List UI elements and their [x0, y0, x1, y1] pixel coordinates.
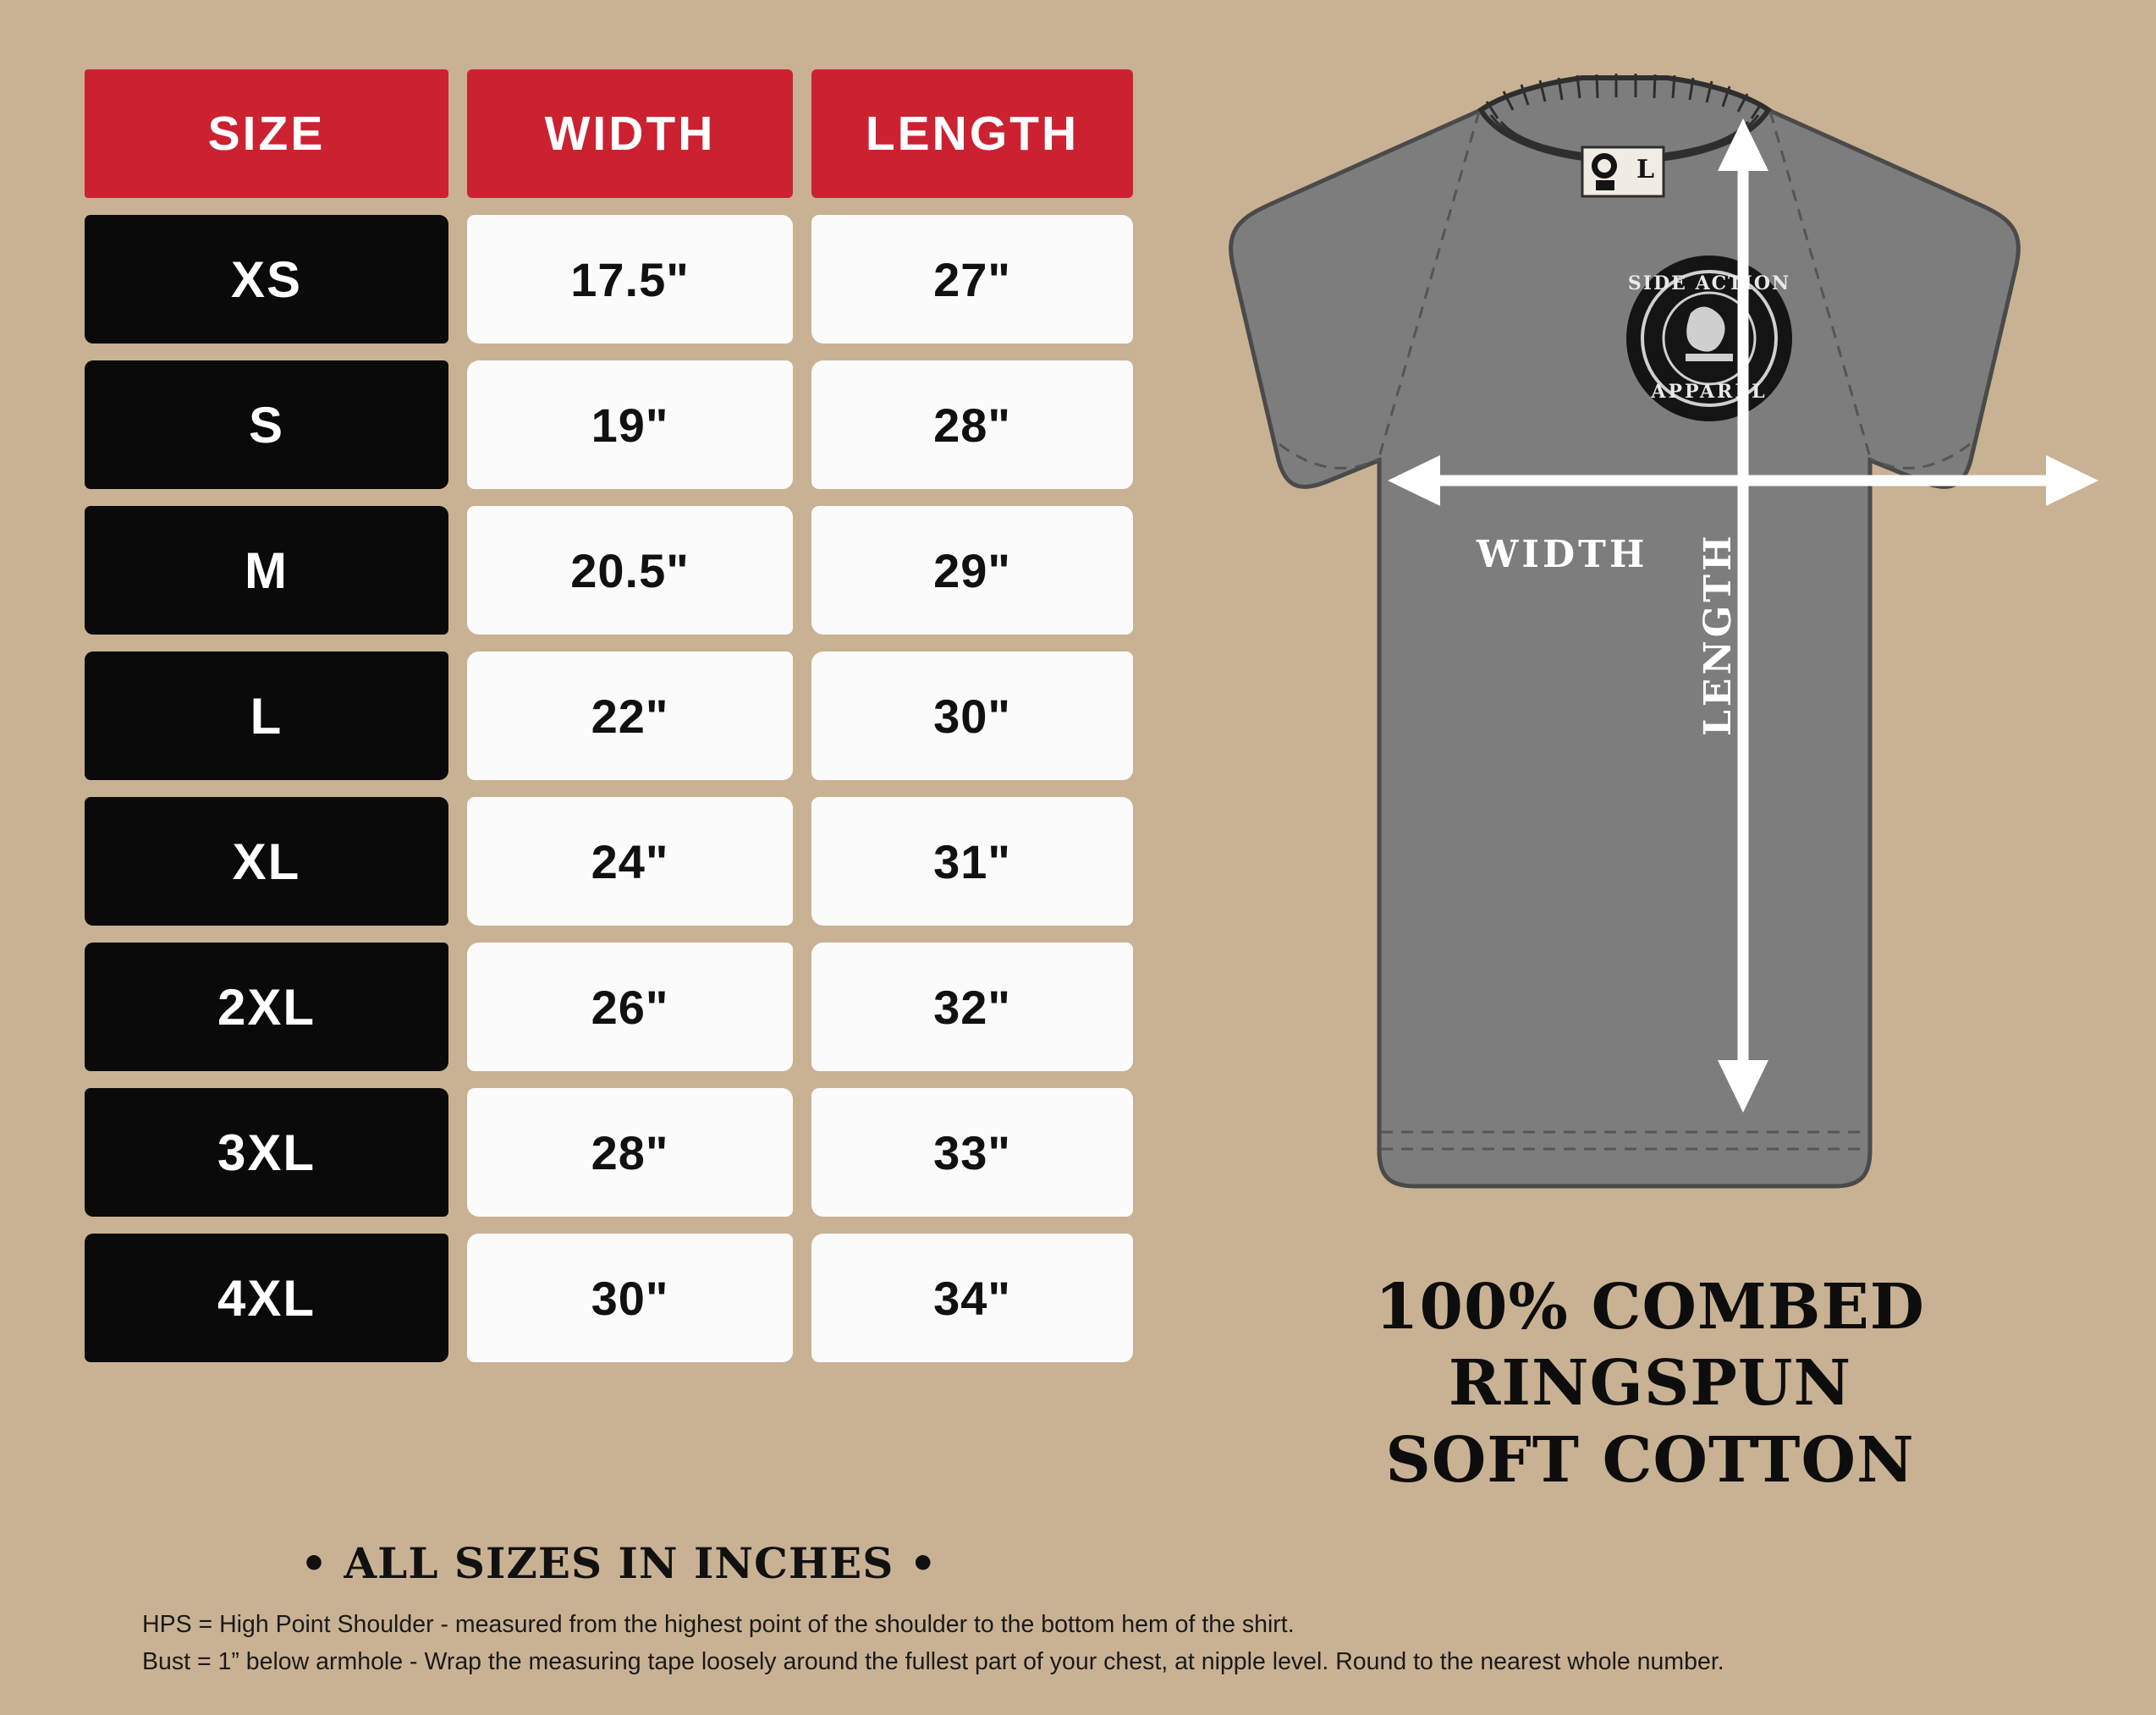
- cell-size: XL: [85, 797, 448, 926]
- length-arrow-label: LENGTH: [1697, 532, 1740, 736]
- cell-width: 30": [467, 1234, 793, 1362]
- column-header-size: SIZE: [85, 69, 448, 198]
- cell-length: 32": [811, 943, 1133, 1071]
- table-header-row: [85, 69, 1142, 198]
- cell-size: XS: [85, 215, 448, 344]
- cell-size: 2XL: [85, 943, 448, 1071]
- note-hps: HPS = High Point Shoulder - measured from the highest point of the shoulder to the bottom hem of the shirt.: [142, 1611, 1295, 1638]
- cell-length: 29": [811, 506, 1133, 635]
- cell-width: 26": [467, 943, 793, 1071]
- tagline-line-2: SOFT COTTON: [1385, 1423, 1915, 1497]
- note-bust: Bust = 1” below armhole - Wrap the measuring tape loosely around the fullest part of your chest, at nipple level. Round to the nearest whole number.: [142, 1648, 1724, 1676]
- cell-size: M: [85, 506, 448, 635]
- svg-text:APPAREL: APPAREL: [1651, 381, 1768, 403]
- cell-width: 22": [467, 651, 793, 780]
- cell-width: 20.5": [467, 506, 793, 635]
- column-header-length: LENGTH: [811, 69, 1133, 198]
- cell-size: S: [85, 360, 448, 489]
- table-row: [85, 1234, 1142, 1362]
- table-row: [85, 506, 1142, 635]
- tagline-line-1: 100% COMBED RINGSPUN: [1375, 1271, 1925, 1421]
- cell-width: 28": [467, 1088, 793, 1217]
- table-row: [85, 360, 1142, 489]
- all-sizes-in-inches-note: • ALL SIZES IN INCHES •: [300, 1538, 938, 1588]
- measurement-notes: [142, 1606, 2088, 1680]
- cell-length: 30": [811, 651, 1133, 780]
- cell-length: 34": [811, 1234, 1133, 1362]
- cell-width: 19": [467, 360, 793, 489]
- cell-length: 28": [811, 360, 1133, 489]
- cell-size: 4XL: [85, 1234, 448, 1362]
- svg-text:L: L: [1636, 155, 1655, 184]
- size-chart-table: [85, 69, 1142, 1379]
- cell-length: 33": [811, 1088, 1133, 1217]
- cell-width: 24": [467, 797, 793, 926]
- table-row: [85, 797, 1142, 926]
- cell-size: L: [85, 651, 448, 780]
- cell-size: 3XL: [85, 1088, 448, 1217]
- table-row: [85, 1088, 1142, 1217]
- cell-width: 17.5": [467, 215, 793, 344]
- table-row: [85, 215, 1142, 344]
- t-shirt-illustration: [1125, 59, 2124, 1244]
- table-row: [85, 651, 1142, 780]
- column-header-width: WIDTH: [467, 69, 793, 198]
- fabric-tagline: [1202, 1269, 2098, 1498]
- table-row: [85, 943, 1142, 1071]
- cell-length: 27": [811, 215, 1133, 344]
- neck-tag: [1582, 147, 1664, 196]
- width-arrow-label: WIDTH: [1477, 533, 1648, 576]
- cell-length: 31": [811, 797, 1133, 926]
- svg-text:SIDE ACTION: SIDE ACTION: [1627, 272, 1791, 294]
- chest-logo: [1626, 256, 1792, 421]
